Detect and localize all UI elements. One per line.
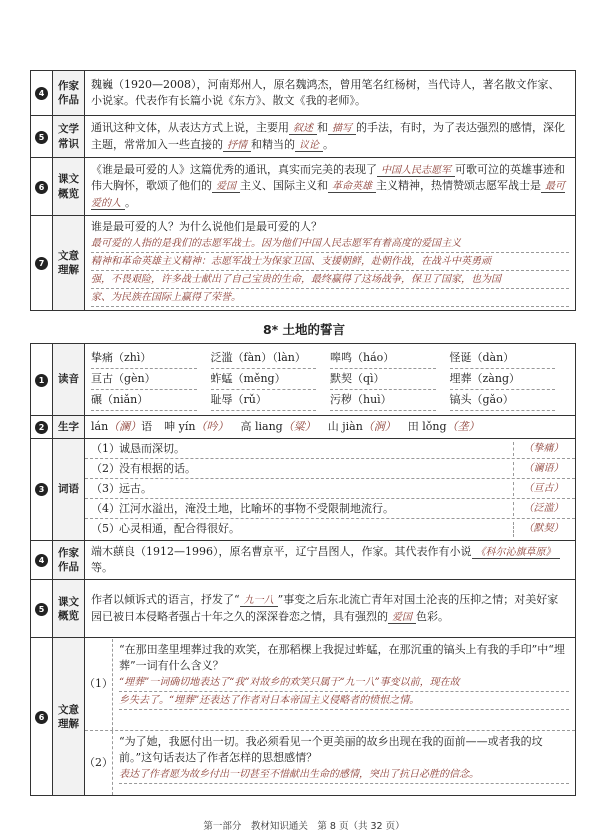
row-number-badge: 7 [35, 257, 48, 270]
overview-text: 《谁是最可爱的人》这篇优秀的通讯，真实而完美的表现了 中国人民志愿军 可歌可泣的英雄事迹和伟大胸怀，歌颂了他们的 爱国 主义、国际主义和 革命英雄 主义精神，热情赞颂志愿军战士是 最可爱的人 。 [85, 158, 576, 216]
answer-line: “埋葬”一词确切地表达了“我”对故乡的欢笑只属于“九一八”事变以前，现在故 [119, 674, 569, 692]
row-comprehension-2 [31, 638, 576, 796]
fill-answer: 中国人民志愿军 [377, 165, 455, 177]
answer-line: 强，不畏艰险，许多战士献出了自己宝贵的生命，最终赢得了这场战争，保卫了国家，也为国 [91, 271, 569, 289]
reading-word: 嗥鸣（háo） [330, 348, 436, 369]
fill-answer: 《科尔沁旗草原》 [472, 547, 560, 559]
row-reading [31, 344, 576, 416]
fill-answer: 爱国 [388, 612, 416, 624]
row-author-works [31, 71, 576, 116]
vocab-item: （1） 诚恳而深切。 （挚痛） [85, 439, 575, 459]
row-label: 词语 [53, 438, 85, 540]
row-label: 生字 [53, 416, 85, 439]
char-item: lán（澜）语 [91, 420, 153, 433]
fill-answer: 议论 [295, 140, 323, 152]
row-new-chars [31, 416, 576, 439]
row-number-badge: 2 [35, 421, 48, 434]
reading-word: 亘古（gèn） [91, 369, 197, 390]
bottom-table [30, 343, 576, 796]
row-label: 作家作品 [53, 71, 85, 116]
reading-word: 埋葬（zàng） [450, 369, 556, 390]
row-number-badge: 6 [35, 711, 48, 724]
row-overview-2 [31, 580, 576, 638]
vocab-item: （2） 没有根据的话。 （谰语） [85, 459, 575, 479]
reading-word: 污秽（huì） [330, 390, 436, 411]
top-table [30, 70, 576, 311]
vocab-item: （3） 远古。 （亘古） [85, 479, 575, 499]
page-footer: 第一部分 教材知识通关 第 8 页（共 32 页） [203, 821, 405, 832]
vocab-item: （4） 江河水溢出，淹没土地，比喻坏的事物不受限制地流行。 （泛滥） [85, 499, 575, 519]
row-label: 课文概览 [53, 580, 85, 638]
question-text: “为了她，我愿付出一切。我必须看见一个更美丽的故乡出现在我的面前——或者我的坟前。”这句话表达了作者怎样的思想感情？ [119, 734, 543, 764]
row-number-badge: 5 [35, 131, 48, 144]
row-label: 读音 [53, 344, 85, 416]
answer-line: 乡失去了。“埋葬”还表达了作者对日本帝国主义侵略者的愤恨之情。 [119, 692, 569, 710]
comprehension-cell [85, 216, 576, 311]
fill-answer: 最可爱的人 [91, 181, 565, 209]
row-literary-knowledge [31, 116, 576, 158]
author-text: 魏巍（1920—2008），河南郑州人，原名魏鸿杰，曾用笔名红杨树，当代诗人，著名散文作家、小说家。代表作有长篇小说《东方》、散文《我的老师》。 [85, 71, 576, 116]
row-number-badge: 4 [35, 554, 48, 567]
answer-line: 表达了作者愿为故乡付出一切甚至不惜献出生命的感情，突出了抗日必胜的信念。 [119, 766, 569, 784]
vocab-item: （5） 心灵相通，配合得很好。 （默契） [85, 519, 575, 539]
row-number-badge: 5 [35, 603, 48, 616]
answer-line: 最可爱的人指的是我们的志愿军战士。因为他们中国人民志愿军有着高度的爱国主义 [91, 235, 569, 253]
row-number-badge: 3 [35, 483, 48, 496]
lesson-title: 8* 土地的誓言 [262, 322, 346, 337]
vocab-answer: （泛滥） [513, 502, 569, 517]
answer-line: 家、为民族在国际上赢得了荣誉。 [91, 289, 569, 307]
fill-answer: 爱国 [212, 181, 240, 193]
row-author-works-2 [31, 540, 576, 579]
char-item: 呻 yín（吟） [164, 420, 229, 433]
fill-answer: 叙述 [289, 123, 317, 135]
fill-answer: 九一八 [240, 595, 278, 607]
author-text-2: 端木蕻良（1912—1996），原名曹京平，辽宁昌图人，作家。其代表作有小说 《科尔沁旗草原》等。 [85, 540, 576, 579]
reading-grid [85, 346, 575, 413]
row-number-badge: 4 [35, 87, 48, 100]
answer-line: 精神和革命英雄主义精神：志愿军战士为保家卫国、支援朝鲜，赴朝作战，在战斗中英勇顽 [91, 253, 569, 271]
row-label: 课文概览 [53, 158, 85, 216]
fill-answer: 革命英雄 [328, 181, 376, 193]
row-label: 文意理解 [53, 216, 85, 311]
row-comprehension [31, 216, 576, 311]
fill-answer: 描写 [328, 123, 356, 135]
vocab-answer: （挚痛） [513, 442, 569, 457]
reading-word: 镐头（gǎo） [450, 390, 556, 411]
reading-word: 怪诞（dàn） [450, 348, 556, 369]
row-label: 文意理解 [53, 638, 85, 796]
row-vocab [31, 438, 576, 540]
overview-text-2: 作者以倾诉式的语言，抒发了“ 九一八 ”事变之后东北流亡青年对国土沦丧的压抑之情；对美好家园已被日本侵略者强占十年之久的深深眷恋之情，具有强烈的 爱国 色彩。 [85, 580, 576, 638]
reading-word: 蚱蜢（měng） [211, 369, 317, 390]
row-label: 文学常识 [53, 116, 85, 158]
char-item: 田 lǒng（垄） [407, 420, 480, 433]
vocab-answer: （亘古） [513, 482, 569, 497]
reading-word: 默契（qì） [330, 369, 436, 390]
vocab-answer: （谰语） [513, 462, 569, 477]
row-number-badge: 6 [35, 181, 48, 194]
question-item: （2） “为了她，我愿付出一切。我必须看见一个更美丽的故乡出现在我的面前——或者我的坟前。”这句话表达了作者怎样的思想感情？ 表达了作者愿为故乡付出一切甚至不惜献出生命的感情，突出了抗日必胜的信念。 [85, 731, 575, 795]
question-text: 谁是最可爱的人？为什么说他们是最可爱的人？ [91, 220, 322, 234]
row-number-badge: 1 [35, 374, 48, 387]
reading-word: 耻辱（rǔ） [211, 390, 317, 411]
row-label: 作家作品 [53, 540, 85, 579]
new-chars-list [85, 416, 575, 438]
question-text: “在那田垄里埋葬过我的欢笑，在那稻棵上我捉过蚱蜢，在那沉重的镐头上有我的手印”中“埋葬”一词有什么含义？ [119, 642, 565, 672]
literary-text: 通讯这种文体，从表达方式上说，主要用 叙述 和 描写 的手法，有时，为了表达强烈的感情，深化主题，常常加入一些直接的 抒情 和精当的 议论 。 [85, 116, 576, 158]
vocab-answer: （默契） [513, 522, 569, 537]
row-overview [31, 158, 576, 216]
reading-word: 挚痛（zhì） [91, 348, 197, 369]
char-item: 山 jiàn（涧） [327, 420, 396, 433]
fill-answer: 抒情 [223, 140, 251, 152]
char-item: 高 liang（粱） [240, 420, 316, 433]
reading-word: 泛滥（fàn）（làn） [211, 348, 317, 369]
question-item: （1） “在那田垄里埋葬过我的欢笑，在那稻棵上我捉过蚱蜢，在那沉重的镐头上有我的手印”中“埋葬”一词有什么含义？ “埋葬”一词确切地表达了“我”对故乡的欢笑只属于“九一八”事变以前，现在故 乡失去了。“埋葬”还表达了作者对日本帝国主义侵略者的愤恨之情。 [85, 639, 575, 731]
reading-word: 碾（niǎn） [91, 390, 197, 411]
